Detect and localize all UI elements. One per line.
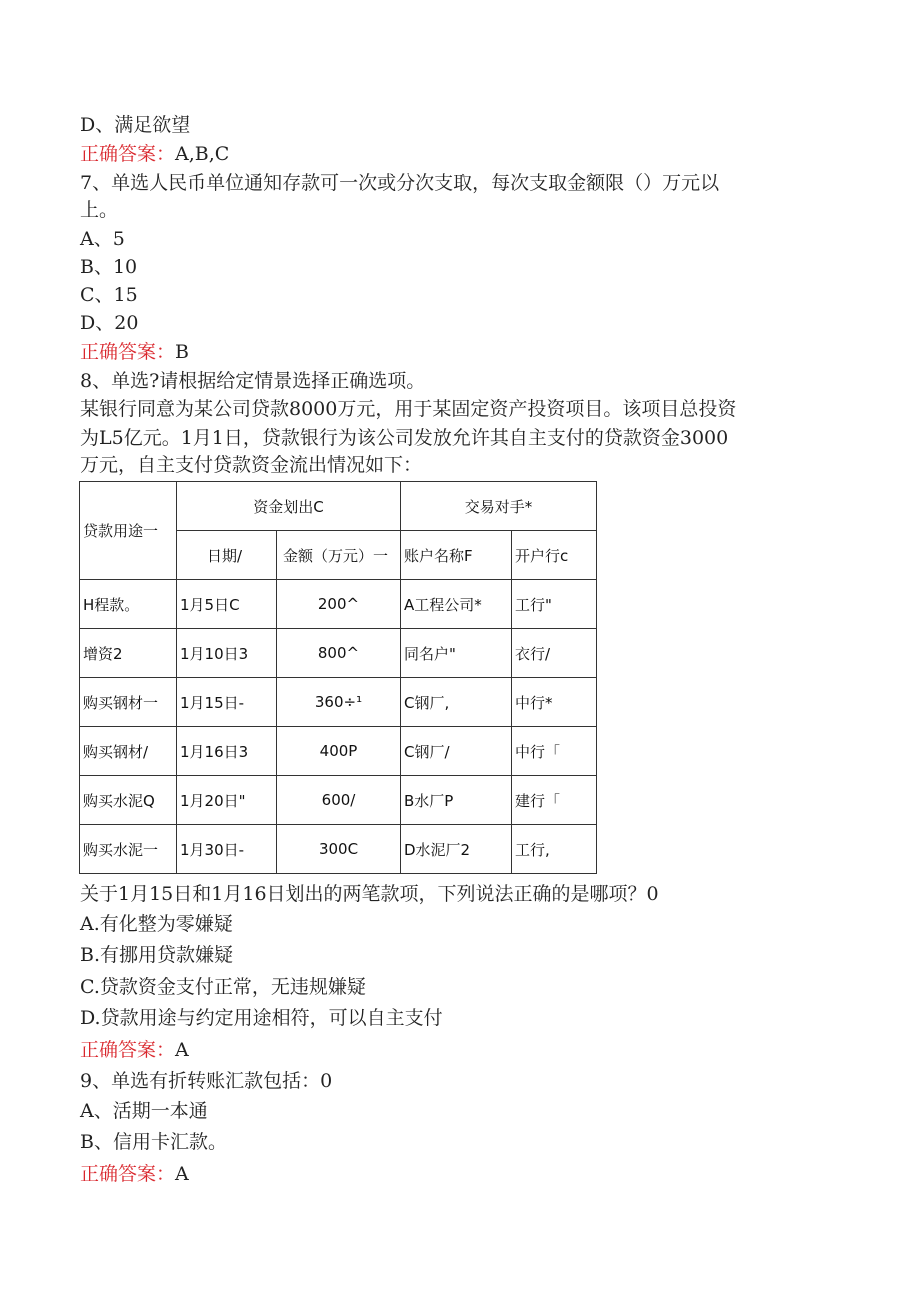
q9-option-a: A、活期一本通 — [80, 1100, 208, 1122]
answer-label: 正确答案： — [80, 143, 176, 165]
answer-label: 正确答案： — [80, 341, 176, 363]
q8-desc-line-2: 为L5亿元。1月1日，贷款银行为该公司发放允许其自主支付的贷款资金3000 — [80, 427, 729, 449]
header-purpose: 贷款用途一 — [80, 482, 177, 580]
table-row — [80, 825, 597, 874]
cell-purpose: 增资2 — [80, 629, 177, 678]
cell-account: 同名户" — [401, 629, 512, 678]
answer-label: 正确答案： — [80, 1039, 176, 1061]
header-amount: 金额（万元）一 — [277, 531, 401, 580]
cell-date: 1月20日" — [177, 776, 277, 825]
cell-date: 1月30日- — [177, 825, 277, 874]
cell-purpose: H程款。 — [80, 580, 177, 629]
cell-bank: 衣行/ — [512, 629, 597, 678]
answer-value: A — [175, 1039, 189, 1061]
cell-account: C钢厂, — [401, 678, 512, 727]
cell-amount: 300C — [277, 825, 401, 874]
q6-answer — [80, 142, 229, 166]
cell-purpose: 购买钢材/ — [80, 727, 177, 776]
q9-answer — [80, 1162, 189, 1186]
cell-purpose: 购买钢材一 — [80, 678, 177, 727]
header-funds-out: 资金划出C — [177, 482, 401, 531]
q8-option-a: A.有化整为零嫌疑 — [80, 913, 233, 935]
cell-date: 1月10日3 — [177, 629, 277, 678]
q8-answer — [80, 1038, 189, 1062]
cell-bank: 工行" — [512, 580, 597, 629]
q7-title-cont: 上。 — [80, 199, 119, 221]
q8-option-c: C.贷款资金支付正常，无违规嫌疑 — [80, 976, 366, 998]
q6-option-d: D、满足欲望 — [80, 114, 191, 136]
header-account-name: 账户名称F — [401, 531, 512, 580]
q7-option-d: D、20 — [80, 312, 139, 334]
q8-desc-line-3: 万元，自主支付贷款资金流出情况如下： — [80, 454, 423, 476]
header-counterparty: 交易对手* — [401, 482, 597, 531]
cell-account: A工程公司* — [401, 580, 512, 629]
q8-desc-line-1: 某银行同意为某公司贷款8000万元，用于某固定资产投资项目。该项目总投资 — [80, 398, 737, 420]
q7-option-b: B、10 — [80, 256, 138, 278]
answer-value: A — [175, 1163, 189, 1185]
cell-amount: 200^ — [277, 580, 401, 629]
answer-value: B — [175, 341, 189, 363]
q9-title: 9、单选有折转账汇款包括：0 — [80, 1070, 333, 1092]
q8-option-d: D.贷款用途与约定用途相符，可以自主支付 — [80, 1007, 443, 1029]
cell-purpose: 购买水泥一 — [80, 825, 177, 874]
q8-option-b: B.有挪用贷款嫌疑 — [80, 944, 234, 966]
answer-value: A,B,C — [175, 143, 230, 165]
cell-amount: 400P — [277, 727, 401, 776]
table-row — [80, 678, 597, 727]
table-row — [80, 580, 597, 629]
cell-bank: 工行, — [512, 825, 597, 874]
q7-option-c: C、15 — [80, 284, 138, 306]
answer-label: 正确答案： — [80, 1163, 176, 1185]
cell-bank: 建行「 — [512, 776, 597, 825]
q8-title: 8、单选?请根据给定情景选择正确选项。 — [80, 370, 426, 392]
header-date: 日期/ — [177, 531, 277, 580]
cell-date: 1月16日3 — [177, 727, 277, 776]
q7-option-a: A、5 — [80, 228, 125, 250]
cell-amount: 360÷¹ — [277, 678, 401, 727]
cell-account: C钢厂/ — [401, 727, 512, 776]
loan-outflow-table — [79, 481, 597, 874]
q8-question: 关于1月15日和1月16日划出的两笔款项，下列说法正确的是哪项？0 — [80, 883, 659, 905]
table-row — [80, 727, 597, 776]
cell-date: 1月15日- — [177, 678, 277, 727]
cell-purpose: 购买水泥Q — [80, 776, 177, 825]
table-header-row — [80, 482, 597, 531]
table-row — [80, 776, 597, 825]
q9-option-b: B、信用卡汇款。 — [80, 1131, 227, 1153]
cell-amount: 800^ — [277, 629, 401, 678]
cell-account: B水厂P — [401, 776, 512, 825]
cell-date: 1月5日C — [177, 580, 277, 629]
cell-amount: 600/ — [277, 776, 401, 825]
cell-account: D水泥厂2 — [401, 825, 512, 874]
q7-answer — [80, 340, 189, 364]
table-row — [80, 629, 597, 678]
cell-bank: 中行「 — [512, 727, 597, 776]
q7-title: 7、单选人民币单位通知存款可一次或分次支取，每次支取金额限（）万元以 — [80, 172, 720, 194]
header-bank: 开户行c — [512, 531, 597, 580]
cell-bank: 中行* — [512, 678, 597, 727]
